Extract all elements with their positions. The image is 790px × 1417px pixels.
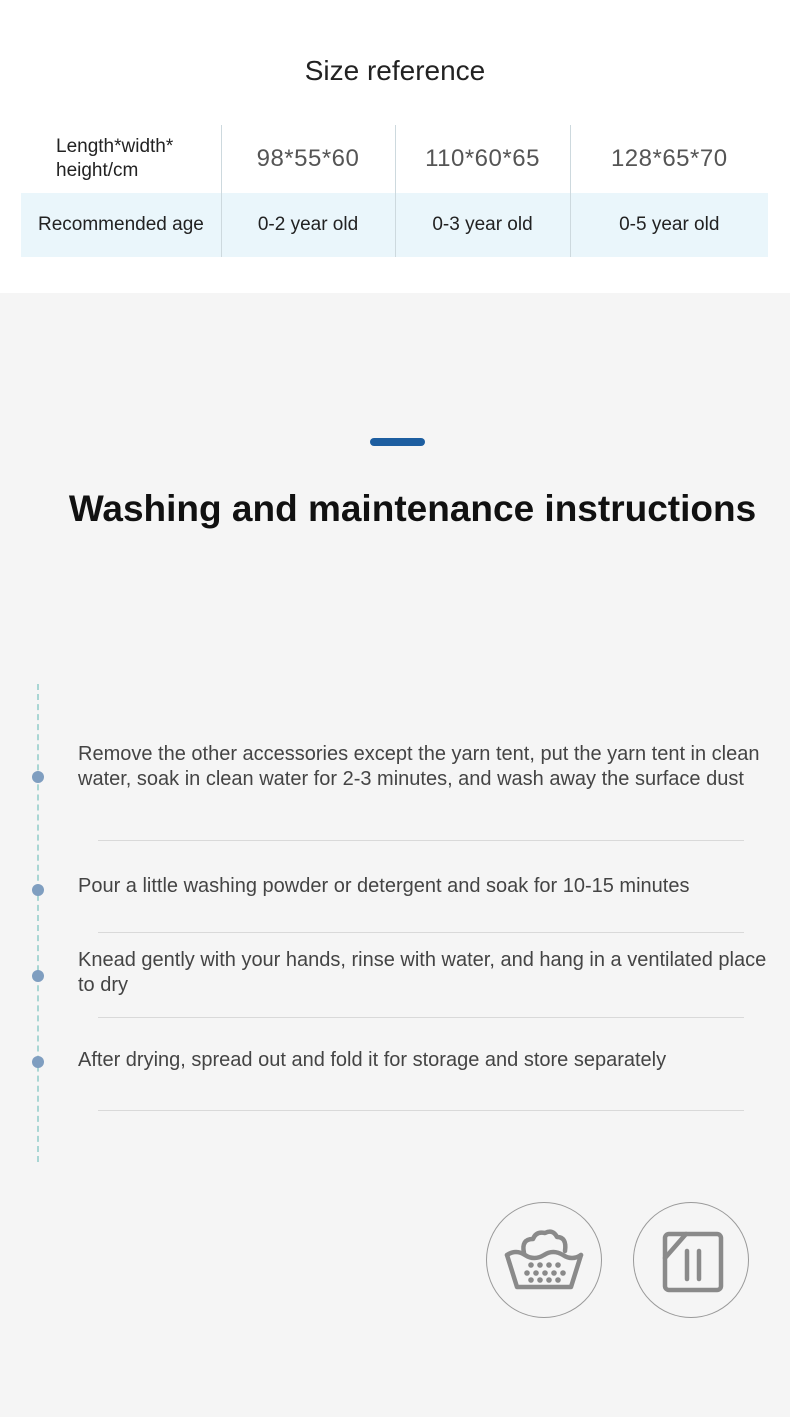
age-large: 0-5 year old: [570, 193, 768, 257]
dimension-medium: 110*60*65: [395, 125, 570, 193]
table-row: [21, 125, 768, 193]
age-small: 0-2 year old: [221, 193, 395, 257]
divider: [98, 1110, 744, 1111]
timeline-line: [37, 684, 39, 1162]
timeline-dot: [32, 884, 44, 896]
dimension-small: 98*55*60: [221, 125, 395, 193]
accent-bar: [370, 438, 425, 446]
table-row: [21, 193, 768, 257]
dimensions-label-line1: Length*width*: [56, 136, 174, 157]
age-label: Recommended age: [21, 193, 221, 257]
divider: [98, 840, 744, 841]
age-medium: 0-3 year old: [395, 193, 570, 257]
divider: [98, 932, 744, 933]
timeline-dot: [32, 771, 44, 783]
divider: [98, 1017, 744, 1018]
washing-title: Washing and maintenance instructions: [68, 488, 757, 529]
size-reference-section: [0, 0, 790, 293]
step-2-text: Pour a little washing powder or detergent and soak for 10-15 minutes: [78, 875, 690, 897]
hand-wash-basin-icon: [486, 1202, 602, 1318]
dimension-large: 128*65*70: [570, 125, 768, 193]
dimensions-label: [21, 125, 221, 193]
line-dry-shade-icon: [633, 1202, 749, 1318]
step-1-text: Remove the other accessories except the yarn tent, put the yarn tent in clean water, soak in clean water for 2-3 minutes, and wash away the surface dust: [78, 743, 760, 790]
step-4-text: After drying, spread out and fold it for storage and store separately: [78, 1049, 667, 1071]
timeline-dot: [32, 970, 44, 982]
dimensions-label-line2: height/cm: [56, 160, 139, 181]
size-table: [21, 125, 768, 257]
timeline-dot: [32, 1056, 44, 1068]
step-3-text: Knead gently with your hands, rinse with water, and hang in a ventilated place to dry: [78, 949, 767, 996]
size-reference-title: Size reference: [304, 55, 486, 86]
